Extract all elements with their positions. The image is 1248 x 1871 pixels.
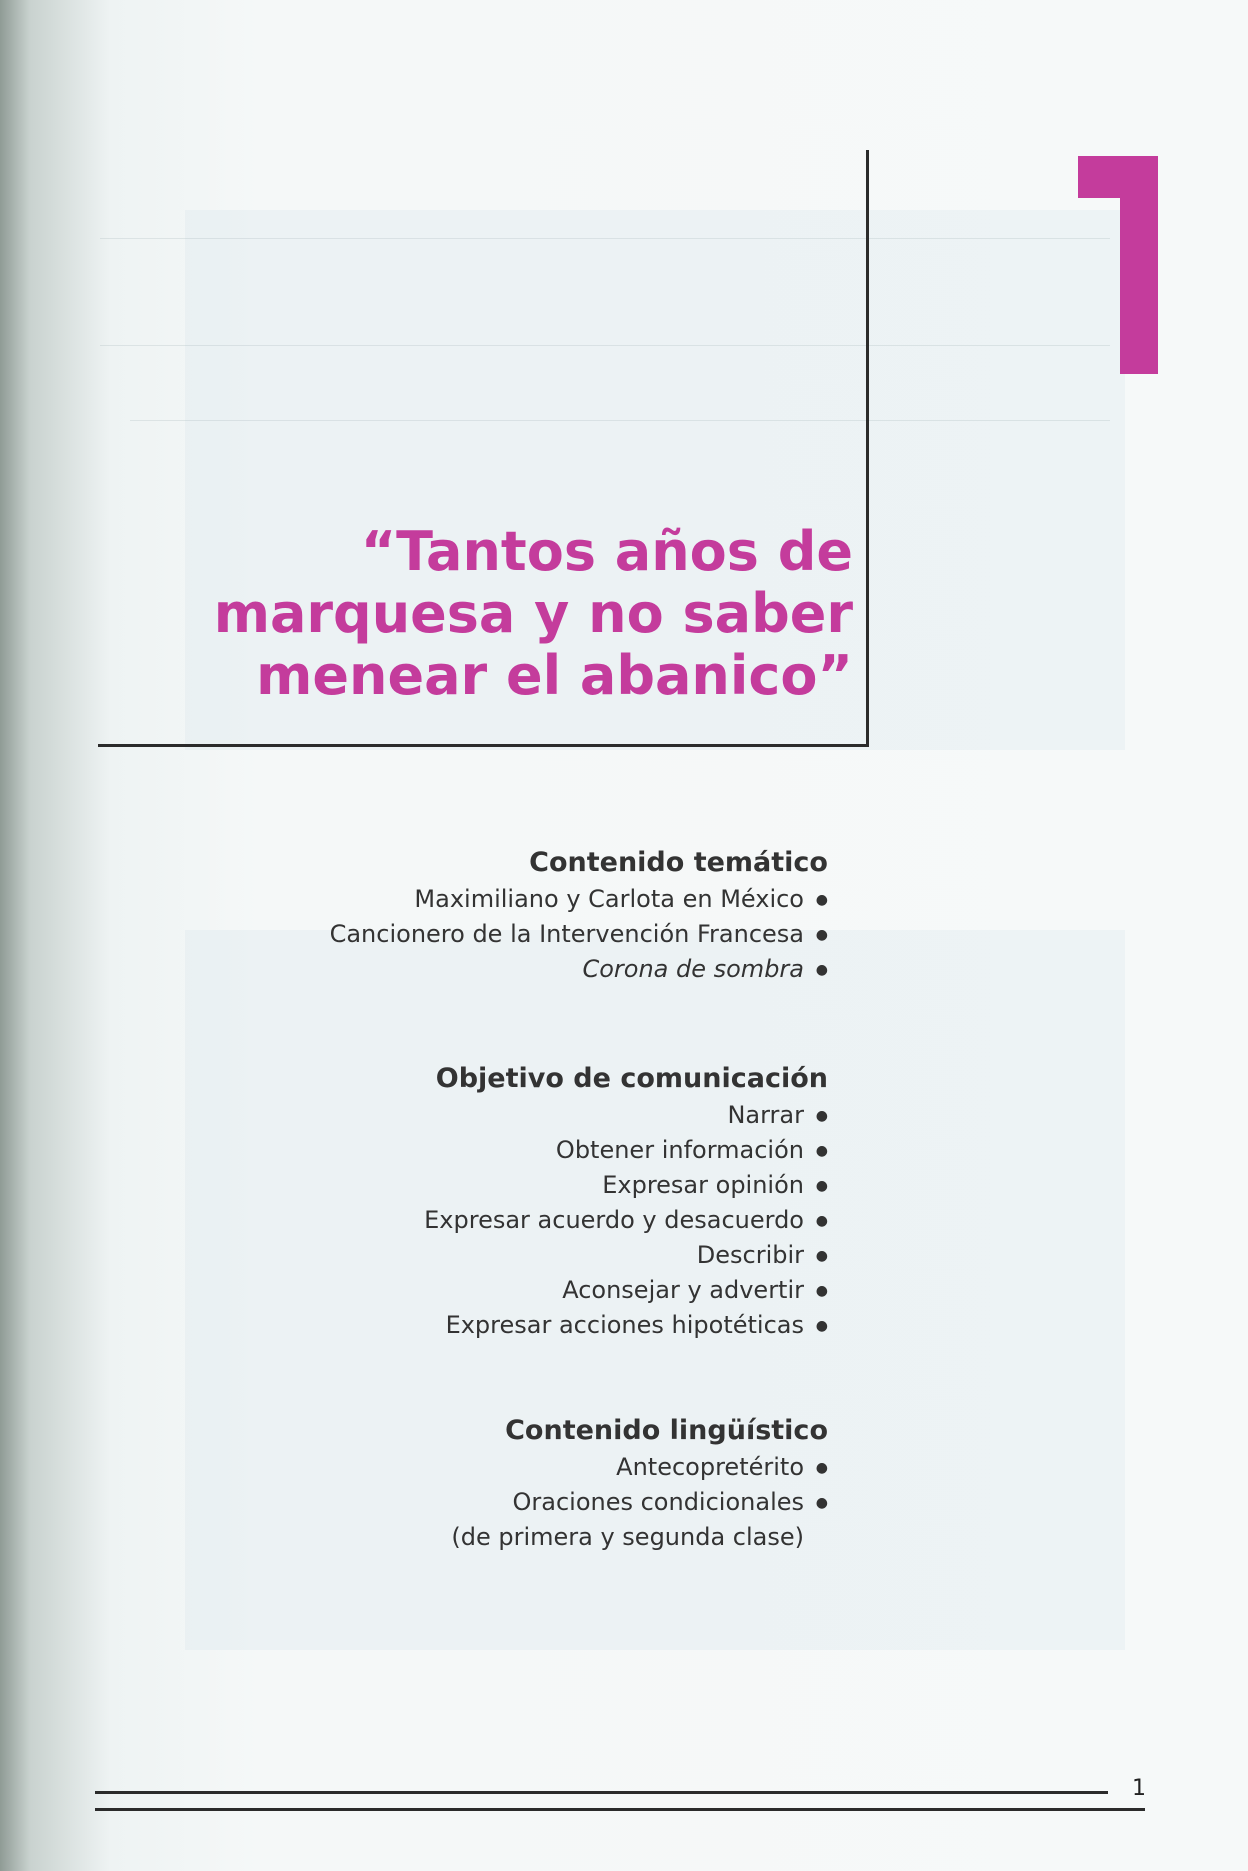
bullet-icon: ●	[815, 1318, 828, 1334]
bullet-icon: ●	[815, 1108, 828, 1124]
list-item	[424, 1203, 828, 1238]
section-contenido-tematico	[330, 847, 828, 987]
section-heading: Objetivo de comunicación	[435, 1063, 828, 1094]
bullet-icon: ●	[815, 927, 828, 943]
list-item-text: Oraciones condicionales	[512, 1488, 804, 1516]
list-item-text: Expresar opinión	[602, 1171, 804, 1199]
footer-rule	[95, 1791, 1108, 1794]
list-item-text: Expresar acuerdo y desacuerdo	[424, 1206, 804, 1234]
list-item	[424, 1238, 828, 1273]
bullet-icon: ●	[815, 1213, 828, 1229]
list-item	[451, 1485, 828, 1520]
chapter-title-line: marquesa y no saber	[213, 582, 853, 645]
list-item-text: Cancionero de la Intervención Francesa	[329, 920, 804, 948]
chapter-number-shape	[1078, 156, 1158, 374]
chapter-title-line: menear el abanico”	[256, 644, 853, 707]
bullet-icon: ●	[815, 1248, 828, 1264]
bullet-icon: ●	[815, 892, 828, 908]
list-item	[451, 1450, 828, 1485]
bullet-icon: ●	[815, 1495, 828, 1511]
list-item-text: Antecopretérito	[616, 1453, 804, 1481]
section-contenido-linguistico	[451, 1415, 828, 1554]
list-item	[424, 1168, 828, 1203]
list-item-note: (de primera y segunda clase)	[451, 1523, 804, 1551]
section-objetivo-comunicacion	[424, 1063, 828, 1343]
chapter-number-graphic	[1074, 156, 1158, 374]
bullet-icon: ●	[815, 962, 828, 978]
bullet-icon: ●	[815, 1143, 828, 1159]
list-item	[330, 917, 828, 952]
bullet-icon: ●	[815, 1178, 828, 1194]
list-item-text: Maximiliano y Carlota en México	[414, 885, 804, 913]
chapter-title-line: “Tantos años de	[360, 520, 853, 583]
page-number: 1	[1132, 1776, 1146, 1801]
list-item-text: Corona de sombra	[582, 955, 804, 983]
list-item-text: Aconsejar y advertir	[562, 1276, 804, 1304]
section-heading: Contenido temático	[529, 847, 828, 878]
bullet-icon: ●	[815, 1283, 828, 1299]
chapter-title	[93, 521, 853, 707]
list-item-text: Narrar	[727, 1101, 804, 1129]
list-item	[424, 1273, 828, 1308]
list-item	[330, 952, 828, 987]
list-item-text: Expresar acciones hipotéticas	[445, 1311, 804, 1339]
list-item	[424, 1133, 828, 1168]
list-item-text: Describir	[696, 1241, 804, 1269]
list-item-text: Obtener información	[555, 1136, 804, 1164]
list-item	[424, 1308, 828, 1343]
section-heading: Contenido lingüístico	[505, 1415, 828, 1446]
bullet-icon: ●	[815, 1460, 828, 1476]
list-item	[330, 882, 828, 917]
footer-rule	[95, 1808, 1145, 1811]
list-item	[424, 1098, 828, 1133]
